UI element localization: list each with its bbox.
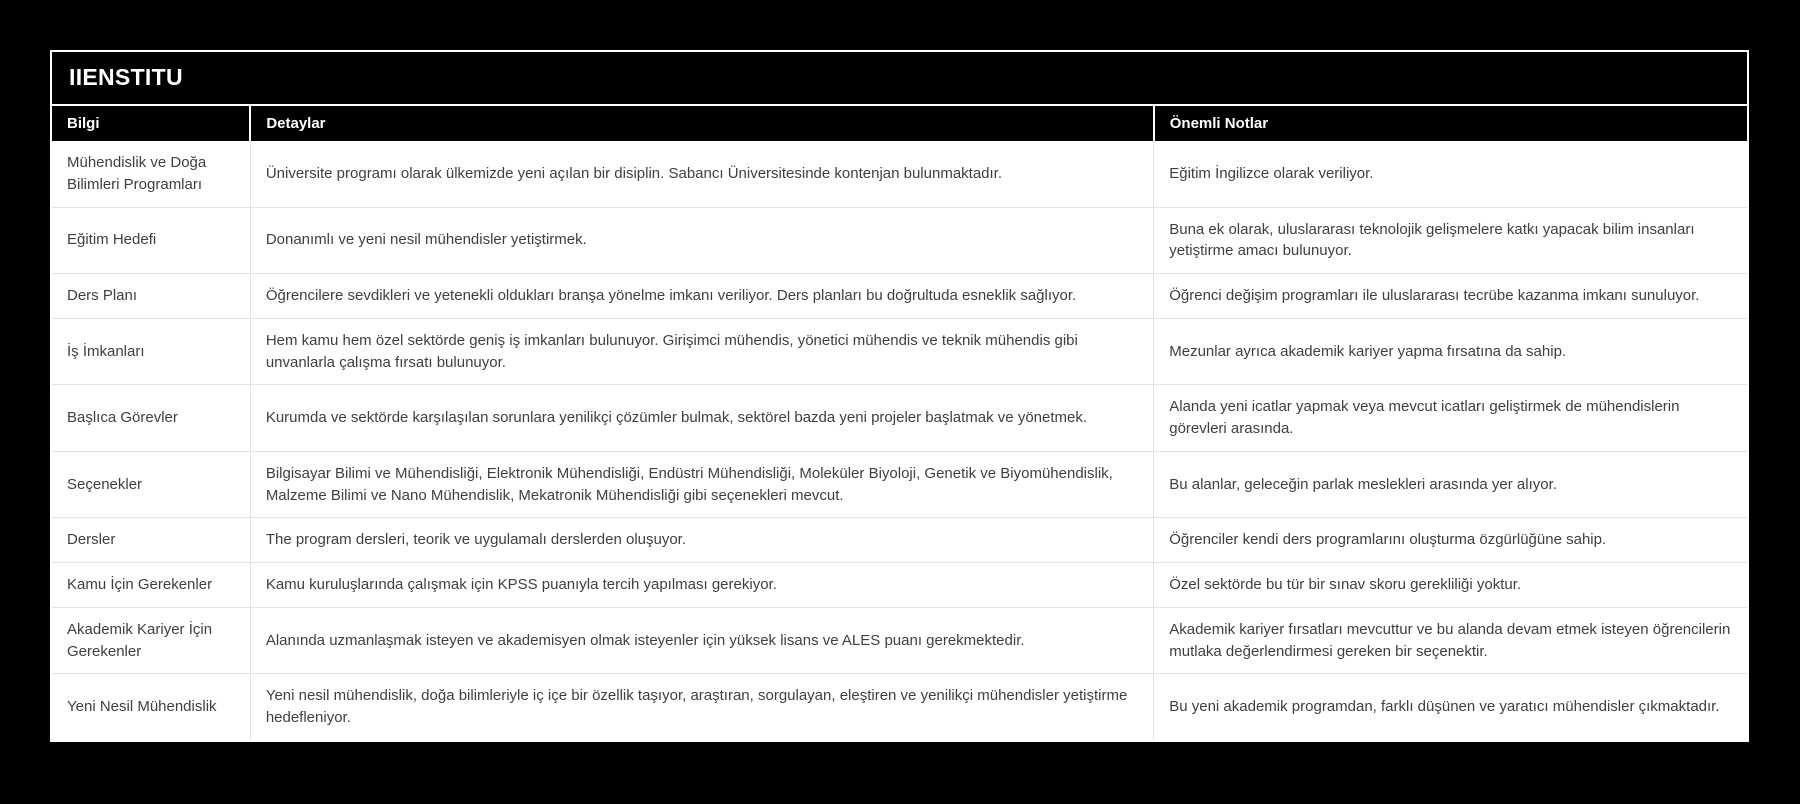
cell-notlar: Bu yeni akademik programdan, farklı düşünen ve yaratıcı mühendisler çıkmaktadır.: [1154, 674, 1747, 740]
cell-bilgi: Seçenekler: [52, 451, 250, 518]
cell-bilgi: Mühendislik ve Doğa Bilimleri Programları: [52, 141, 250, 207]
cell-detaylar: Üniversite programı olarak ülkemizde yeni açılan bir disiplin. Sabancı Üniversitesinde kontenjan bulunmaktadır.: [250, 141, 1153, 207]
cell-bilgi: Kamu İçin Gerekenler: [52, 563, 250, 608]
table-row: [52, 674, 1747, 740]
table-row: [52, 318, 1747, 385]
column-header-bilgi: Bilgi: [52, 106, 250, 141]
cell-bilgi: Yeni Nesil Mühendislik: [52, 674, 250, 740]
table-row: [52, 385, 1747, 452]
cell-bilgi: Ders Planı: [52, 274, 250, 319]
cell-bilgi: Dersler: [52, 518, 250, 563]
cell-detaylar: Alanında uzmanlaşmak isteyen ve akademisyen olmak isteyenler için yüksek lisans ve ALES puanı gerekmektedir.: [250, 607, 1153, 674]
cell-notlar: Alanda yeni icatlar yapmak veya mevcut icatları geliştirmek de mühendislerin görevleri arasında.: [1154, 385, 1747, 452]
table-header-row: [52, 106, 1747, 141]
table-row: [52, 451, 1747, 518]
cell-detaylar: Kurumda ve sektörde karşılaşılan sorunlara yenilikçi çözümler bulmak, sektörel bazda yeni projeler başlatmak ve yönetmek.: [250, 385, 1153, 452]
cell-bilgi: Eğitim Hedefi: [52, 207, 250, 274]
table-row: [52, 207, 1747, 274]
table-row: [52, 274, 1747, 319]
column-header-onemli-notlar: Önemli Notlar: [1154, 106, 1747, 141]
iienstitu-panel: [50, 50, 1749, 742]
cell-bilgi: İş İmkanları: [52, 318, 250, 385]
cell-notlar: Öğrenci değişim programları ile uluslararası tecrübe kazanma imkanı sunuluyor.: [1154, 274, 1747, 319]
column-header-detaylar: Detaylar: [250, 106, 1153, 141]
cell-detaylar: Öğrencilere sevdikleri ve yetenekli oldukları branşa yönelme imkanı veriliyor. Ders planları bu doğrultuda esneklik sağlıyor.: [250, 274, 1153, 319]
cell-bilgi: Akademik Kariyer İçin Gerekenler: [52, 607, 250, 674]
cell-detaylar: The program dersleri, teorik ve uygulamalı derslerden oluşuyor.: [250, 518, 1153, 563]
cell-detaylar: Yeni nesil mühendislik, doğa bilimleriyle iç içe bir özellik taşıyor, araştıran, sorgulayan, eleştiren ve yenilikçi mühendisler yetiştirme hedefleniyor.: [250, 674, 1153, 740]
panel-title-bar: [52, 52, 1747, 106]
cell-detaylar: Kamu kuruluşlarında çalışmak için KPSS puanıyla tercih yapılması gerekiyor.: [250, 563, 1153, 608]
table-row: [52, 563, 1747, 608]
table-row: [52, 141, 1747, 207]
cell-notlar: Öğrenciler kendi ders programlarını oluşturma özgürlüğüne sahip.: [1154, 518, 1747, 563]
cell-notlar: Eğitim İngilizce olarak veriliyor.: [1154, 141, 1747, 207]
cell-notlar: Mezunlar ayrıca akademik kariyer yapma fırsatına da sahip.: [1154, 318, 1747, 385]
info-table: [52, 106, 1747, 740]
cell-detaylar: Hem kamu hem özel sektörde geniş iş imkanları bulunuyor. Girişimci mühendis, yönetici mühendis ve teknik mühendis gibi unvanlarla çalışma fırsatı bulunuyor.: [250, 318, 1153, 385]
cell-notlar: Akademik kariyer fırsatları mevcuttur ve bu alanda devam etmek isteyen öğrencilerin mutlaka değerlendirmesi gereken bir seçenektir.: [1154, 607, 1747, 674]
cell-notlar: Özel sektörde bu tür bir sınav skoru gerekliliği yoktur.: [1154, 563, 1747, 608]
table-row: [52, 518, 1747, 563]
cell-bilgi: Başlıca Görevler: [52, 385, 250, 452]
table-row: [52, 607, 1747, 674]
cell-notlar: Bu alanlar, geleceğin parlak meslekleri arasında yer alıyor.: [1154, 451, 1747, 518]
brand-title: IIENSTITU: [69, 64, 183, 90]
cell-detaylar: Bilgisayar Bilimi ve Mühendisliği, Elektronik Mühendisliği, Endüstri Mühendisliği, Moleküler Biyoloji, Genetik ve Biyomühendislik, Malzeme Bilimi ve Nano Mühendislik, Mekatronik Mühendisliği gibi seçenekleri mevcut.: [250, 451, 1153, 518]
cell-detaylar: Donanımlı ve yeni nesil mühendisler yetiştirmek.: [250, 207, 1153, 274]
cell-notlar: Buna ek olarak, uluslararası teknolojik gelişmelere katkı yapacak bilim insanları yetiştirme amacı bulunuyor.: [1154, 207, 1747, 274]
